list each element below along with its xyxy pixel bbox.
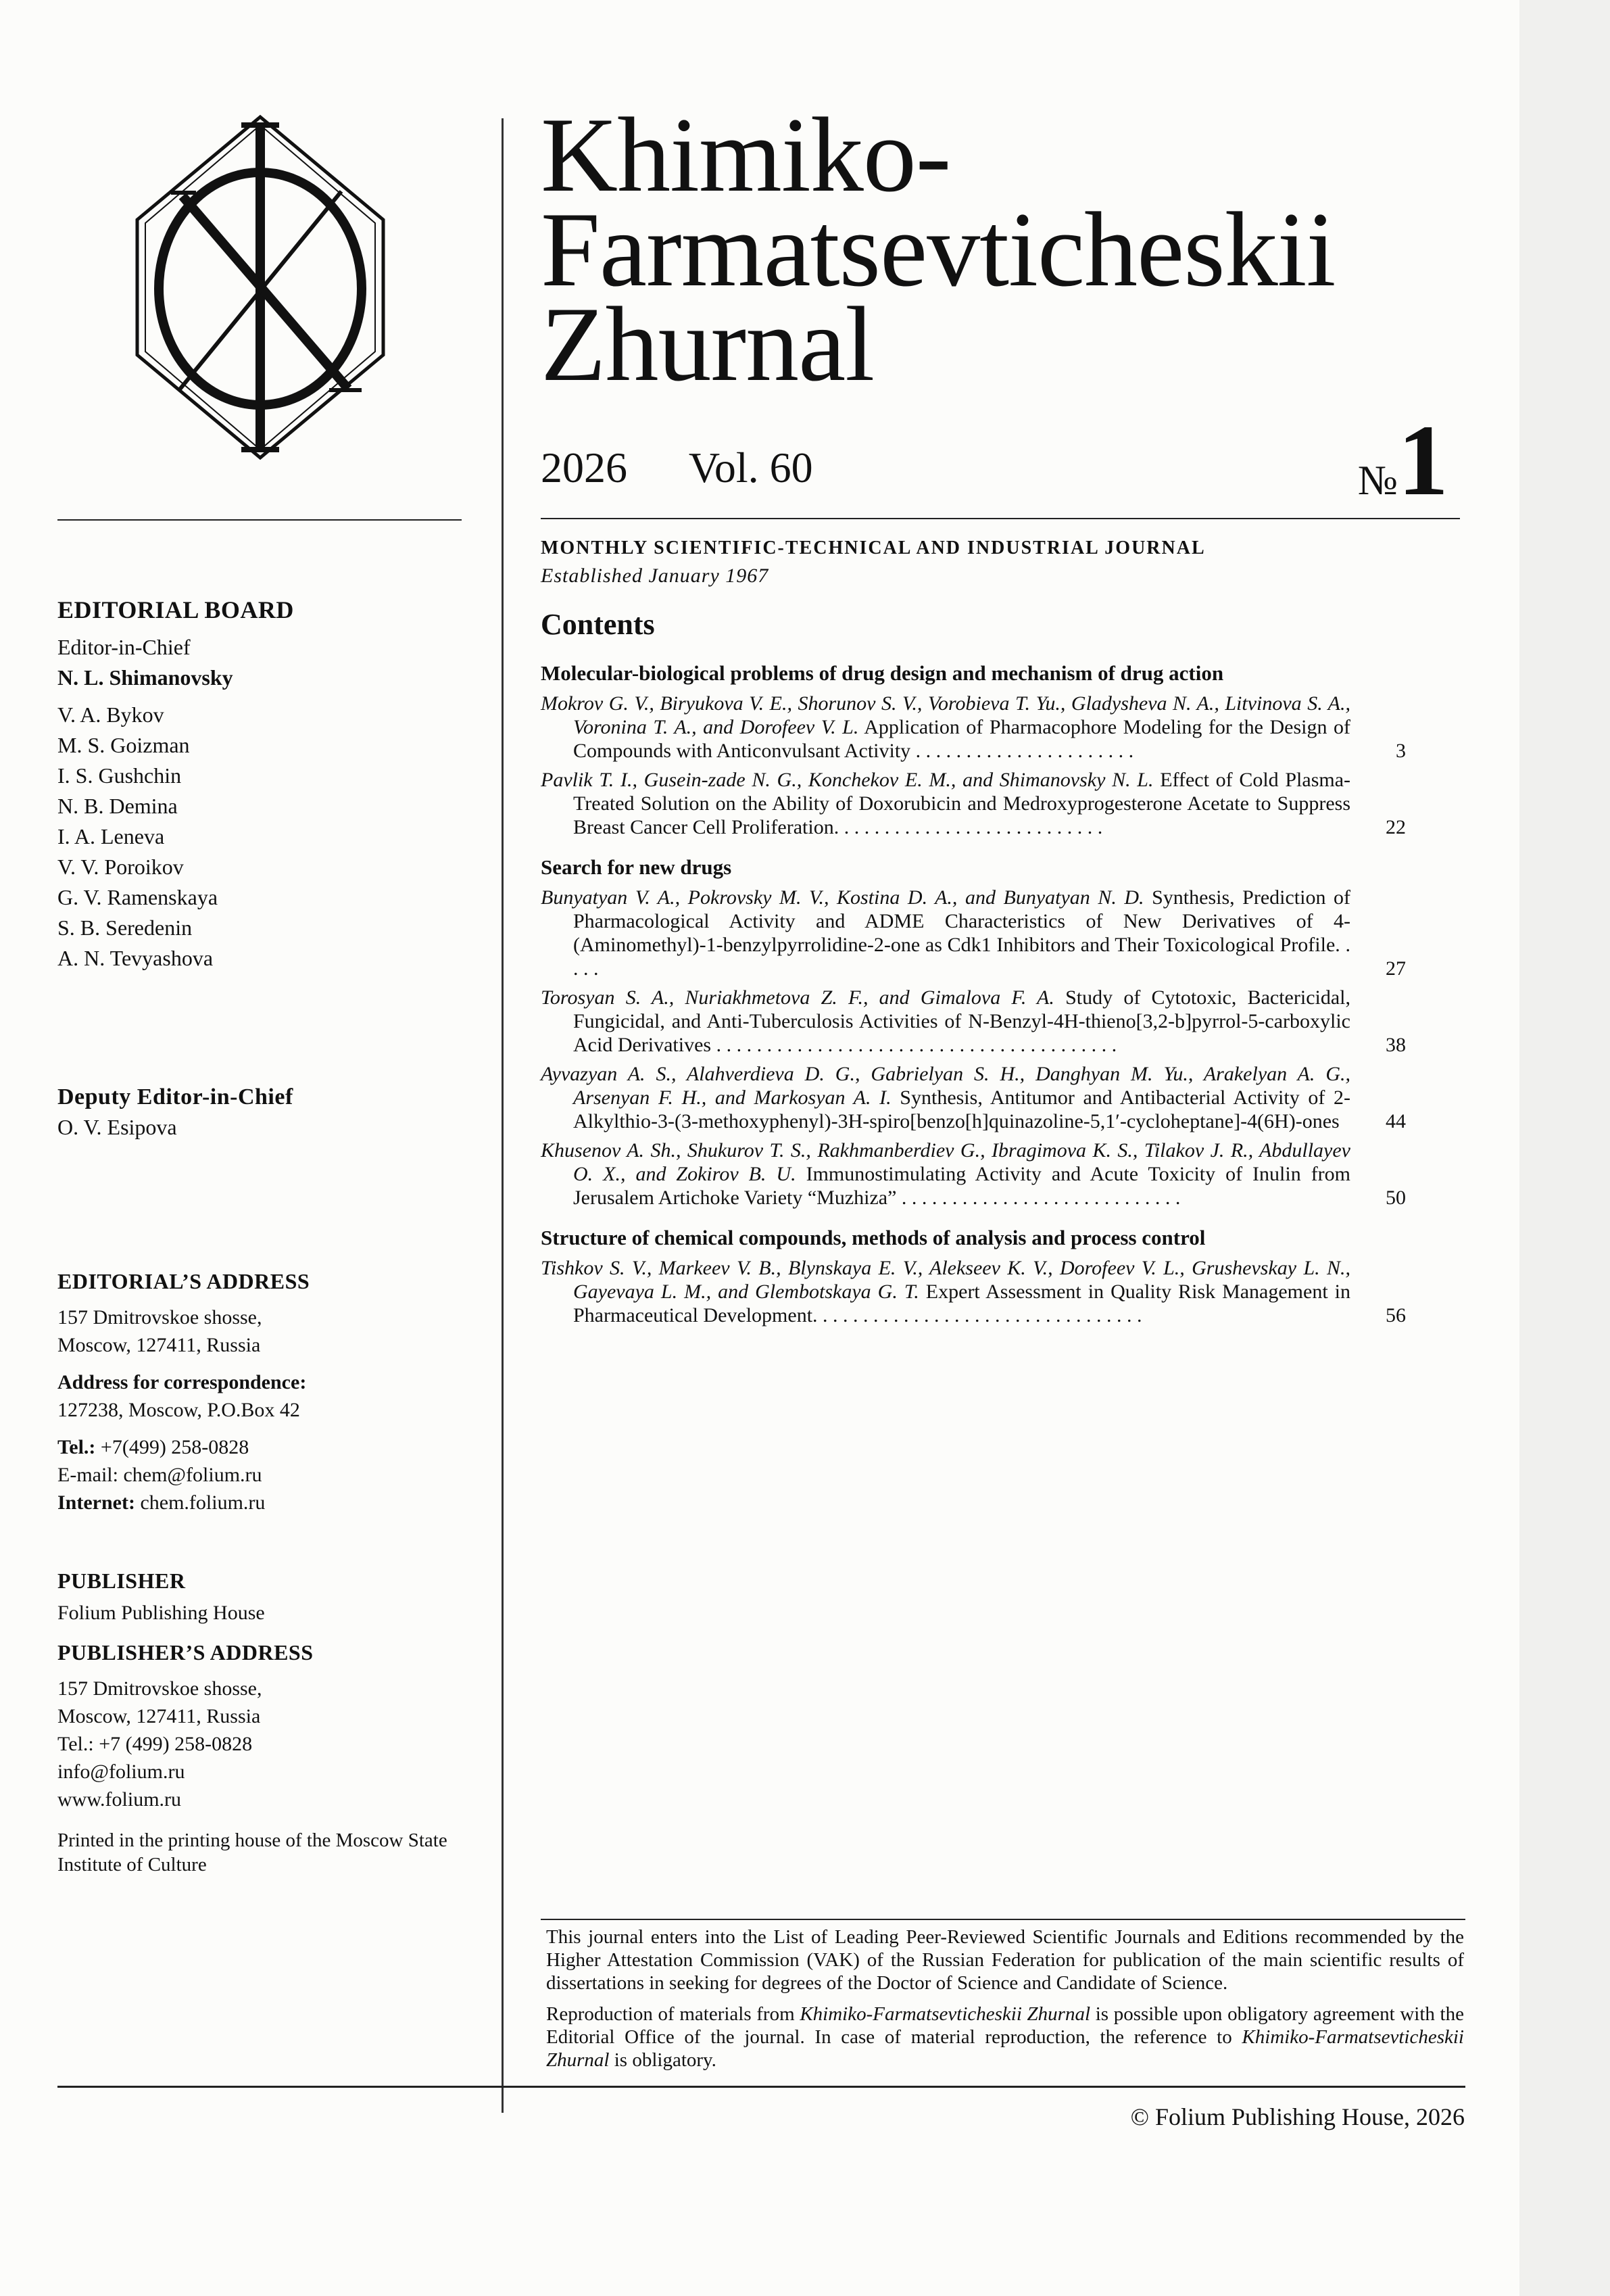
- board-heading: EDITORIAL BOARD: [57, 596, 294, 623]
- copyright: © Folium Publishing House, 2026: [1130, 2103, 1465, 2130]
- toc-page: 56: [1386, 1304, 1406, 1326]
- toc-entry: [541, 768, 1406, 839]
- address-line: Moscow, 127411, Russia: [57, 1334, 261, 1356]
- toc-authors: Bunyatyan V. A., Pokrovsky M. V., Kostina D. A., and Bunyatyan N. D.: [541, 886, 1144, 909]
- notice-journal-name: Khimiko-Farmatsevticheskii Zhurnal: [800, 2003, 1091, 2025]
- toc-page: 22: [1386, 816, 1406, 838]
- notice-paragraph: [546, 2003, 1464, 2072]
- bottom-rule: [57, 2086, 1465, 2088]
- board-member: V. A. Bykov: [57, 702, 164, 727]
- toc-article-title: Immunostimulating Activity and Acute Toxicity of Inulin from Jerusalem Artichoke Variety “Muzhiza” . . . . . . . . . . . . . . . . . . . . . . . . . . . .: [573, 1163, 1351, 1209]
- toc-section-title: Structure of chemical compounds, methods of analysis and process control: [541, 1226, 1206, 1249]
- toc-entry: [541, 1062, 1406, 1133]
- chief-name: N. L. Shimanovsky: [57, 665, 233, 690]
- board-member: V. V. Poroikov: [57, 855, 184, 879]
- toc-section-title: Molecular-biological problems of drug design and mechanism of drug action: [541, 661, 1224, 685]
- toc-entry: [541, 1139, 1406, 1210]
- toc-page: 27: [1386, 957, 1406, 980]
- toc-article-title: Synthesis, Prediction of Pharmacological Activity and ADME Characteristics of New Derivatives of 4-(Aminomethyl)-1-benzylpyrrolidine-2-one as Cdk1 Inhibitors and Their Toxicological Profile. . . . .: [573, 886, 1351, 980]
- toc-entry: [541, 1256, 1406, 1327]
- vak-notice: [546, 1926, 1464, 2080]
- journal-type: MONTHLY SCIENTIFIC-TECHNICAL AND INDUSTRIAL JOURNAL: [541, 537, 1206, 558]
- toc-article-title: Application of Pharmacophore Modeling for the Design of Compounds with Anticonvulsant Activity . . . . . . . . . . . . . . . . . . . . . .: [573, 716, 1350, 762]
- board-member: N. B. Demina: [57, 794, 178, 818]
- toc-authors: Torosyan S. A., Nuriakhmetova Z. F., and Gimalova F. A.: [541, 986, 1054, 1009]
- toc-authors: Ayvazyan A. S., Alahverdieva D. G., Gabrielyan S. H., Danghyan M. Yu., Arakelyan A. G., Arsenyan F. H., and Markosyan A. I.: [541, 1063, 1350, 1109]
- contents-heading: Contents: [541, 608, 655, 641]
- toc-section-title: Search for new drugs: [541, 855, 732, 879]
- issue-volume: Vol. 60: [688, 444, 813, 492]
- title-line: Farmatsevticheskii: [541, 191, 1336, 309]
- toc-page: 44: [1386, 1110, 1406, 1132]
- board-member: A. N. Tevyashova: [57, 946, 214, 970]
- toc-page: 3: [1396, 740, 1406, 762]
- toc-authors: Tishkov S. V., Markeev V. B., Blynskaya E. V., Alekseev K. V., Dorofeev V. L., Grushevskay L. N., Gayevaya L. M., and Glembotskaya G. T.: [541, 1257, 1350, 1303]
- toc-page: 38: [1386, 1034, 1406, 1056]
- left-rule: [57, 519, 462, 521]
- toc-article-title: Study of Cytotoxic, Bactericidal, Fungicidal, and Anti-Tuberculosis Activities of N-Benzyl-4H-thieno[3,2-b]pyrrol-5-carboxylic Acid Derivatives . . . . . . . . . . . . . . . . . . . . . . . . . . . . . . . . . . . . . . . .: [573, 986, 1350, 1056]
- notice-journal-name: Khimiko-Farmatsevticheskii Zhurnal: [546, 2026, 1464, 2071]
- board-member: G. V. Ramenskaya: [57, 885, 218, 909]
- number-value: 1: [1398, 404, 1448, 517]
- journal-title: [541, 96, 1336, 404]
- deputy-block: [57, 1082, 463, 1143]
- column-divider: [502, 118, 504, 2113]
- deputy-name: O. V. Esipova: [57, 1115, 177, 1139]
- correspondence-label: Address for correspondence:: [57, 1371, 307, 1393]
- scan-edge: [1519, 0, 1610, 2296]
- toc-entry: [541, 886, 1406, 980]
- issue-number: [1358, 402, 1448, 519]
- issue-year: 2026: [541, 444, 627, 492]
- toc-entry: [541, 986, 1406, 1057]
- title-line: Khimiko-: [541, 96, 951, 214]
- publisher-tel: Tel.: +7 (499) 258-0828: [57, 1733, 253, 1755]
- toc-authors: Pavlik T. I., Gusein-zade N. G., Konchekov E. M., and Shimanovsky N. L.: [541, 769, 1154, 791]
- tel-label: Tel.:: [57, 1436, 96, 1458]
- publisher-heading: PUBLISHER: [57, 1569, 186, 1593]
- publisher-web: www.folium.ru: [57, 1788, 182, 1811]
- toc-page: 50: [1386, 1187, 1406, 1209]
- editorial-address: [57, 1268, 463, 1516]
- publisher-name: Folium Publishing House: [57, 1602, 265, 1624]
- notice-rule: [541, 1919, 1465, 1920]
- tel-value: +7(499) 258-0828: [95, 1436, 249, 1458]
- internet: [57, 1489, 463, 1516]
- correspondence-value: 127238, Moscow, P.O.Box 42: [57, 1399, 300, 1421]
- journal-logo-icon: [132, 112, 389, 463]
- publisher-line: Moscow, 127411, Russia: [57, 1705, 261, 1727]
- toc-authors: Mokrov G. V., Biryukova V. E., Shorunov S. V., Vorobieva T. Yu., Gladysheva N. A., Litvinova S. A., Voronina T. A., and Dorofeev V. L.: [541, 692, 1350, 738]
- publisher-line: 157 Dmitrovskoe shosse,: [57, 1677, 262, 1700]
- toc-article-title: Synthesis, Antitumor and Antibacterial Activity of 2-Alkylthio-3-(3-methoxyphenyl)-3H-spiro[benzo[h]quinazoline-5,1′-cycloheptane]-4(6H)-ones: [573, 1086, 1350, 1132]
- email: E-mail: chem@folium.ru: [57, 1464, 262, 1486]
- printed-note: Printed in the printing house of the Moscow State Institute of Culture: [57, 1829, 447, 1875]
- publisher-address-heading: PUBLISHER’S ADDRESS: [57, 1640, 314, 1665]
- number-sign: №: [1357, 458, 1398, 504]
- notice-paragraph: This journal enters into the List of Leading Peer-Reviewed Scientific Journals and Editions recommended by the Higher Attestation Commission (VAK) of the Russian Federation for publication of the main scientific results of dissertations in seeking for degrees of the Doctor of Science and Candidate of Science.: [546, 1926, 1464, 1994]
- toc-authors: Khusenov A. Sh., Shukurov T. S., Rakhmanberdiev G., Ibragimova K. S., Tilakov J. R., Abdullayev O. X., and Zokirov B. U.: [541, 1139, 1350, 1185]
- board-member: M. S. Goizman: [57, 733, 190, 757]
- deputy-label: Deputy Editor-in-Chief: [57, 1084, 293, 1109]
- notice-text: is possible upon obligatory agreement with the Editorial Office of the journal. In case of material reproduction, the reference to: [546, 2003, 1464, 2048]
- telephone: [57, 1433, 463, 1461]
- chief-label: Editor-in-Chief: [57, 635, 191, 659]
- board-member: I. A. Leneva: [57, 824, 165, 848]
- toc-article-title: Expert Assessment in Quality Risk Management in Pharmaceutical Development. . . . . . . . . . . . . . . . . . . . . . . . . . . . . . . . .: [573, 1281, 1350, 1326]
- notice-text: Reproduction of materials from: [546, 2003, 800, 2025]
- address-heading: EDITORIAL’S ADDRESS: [57, 1269, 310, 1293]
- internet-label: Internet:: [57, 1491, 135, 1514]
- title-line: Zhurnal: [541, 285, 875, 404]
- notice-text: is obligatory.: [609, 2049, 716, 2071]
- toc-article-title: Effect of Cold Plasma-Treated Solution on the Ability of Doxorubicin and Medroxyprogesterone Acetate to Suppress Breast Cancer Cell Proliferation. . . . . . . . . . . . . . . . . . . . . . . . . . .: [573, 769, 1351, 838]
- established: Established January 1967: [541, 565, 769, 587]
- title-rule: [541, 518, 1460, 519]
- board-member: S. B. Seredenin: [57, 915, 193, 940]
- editorial-board: [57, 595, 463, 974]
- publisher-block: [57, 1567, 463, 1877]
- publisher-email: info@folium.ru: [57, 1761, 185, 1783]
- internet-value: chem.folium.ru: [135, 1491, 266, 1514]
- table-of-contents: [541, 661, 1406, 1333]
- address-line: 157 Dmitrovskoe shosse,: [57, 1306, 262, 1329]
- board-member: I. S. Gushchin: [57, 763, 182, 788]
- issue-line: [541, 404, 1465, 517]
- toc-entry: [541, 692, 1406, 763]
